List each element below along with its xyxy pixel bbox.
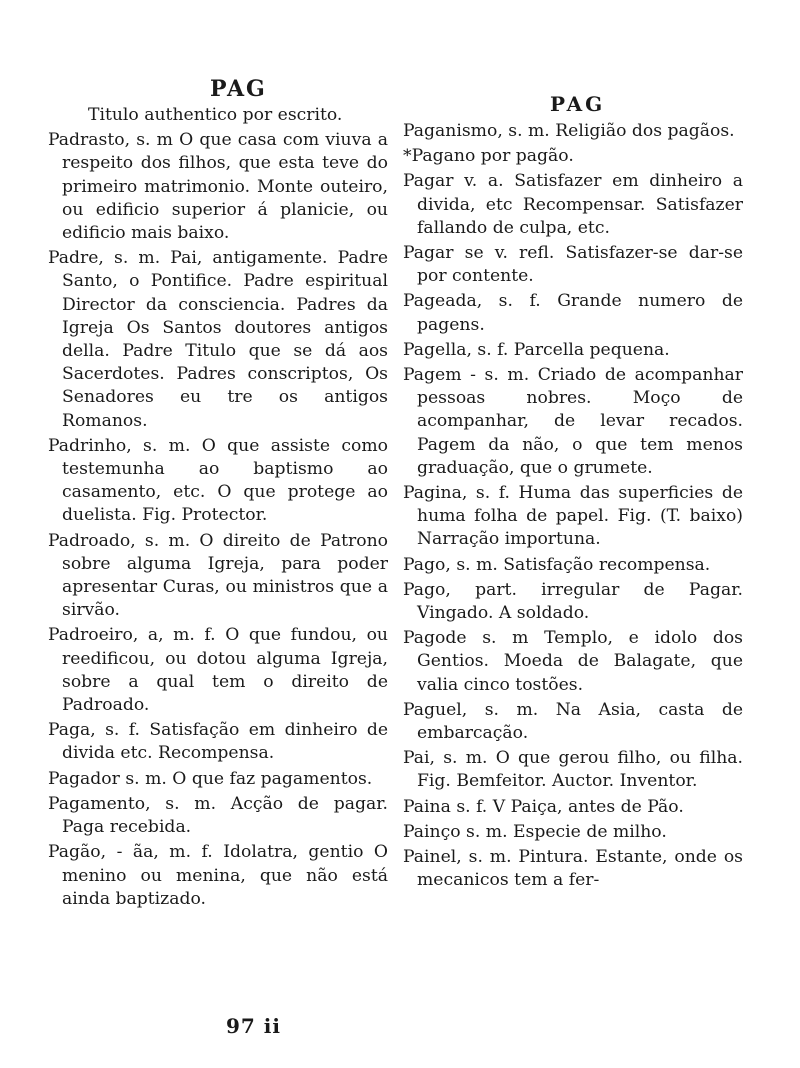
entry-pagamento: Pagamento, s. m. Acção de pagar. Paga recebida. — [48, 793, 388, 838]
entry-pago-noun: Pago, s. m. Satisfação recompensa. — [403, 554, 711, 575]
entry-padrasto: Padrasto, s. m O que casa com viuva a respeito dos filhos, que esta teve do primeiro matrimonio. Monte outeiro, ou edificio superior á planicie, ou edificio mais baixo. — [48, 130, 388, 244]
entry-paga: Paga, s. f. Satisfação em dinheiro de divida etc. Recompensa. — [48, 720, 388, 764]
entry-pageada: Pageada, s. f. Grande numero de pagens. — [403, 291, 743, 335]
left-entries — [48, 104, 388, 913]
entry-pagem: Pagem - s. m. Criado de acompanhar pessoas nobres. Moço de acompanhar, de levar recados. Pagem da não, o que tem menos graduação, que o grumete. — [403, 365, 743, 478]
entry-paganismo: Paganismo, s. m. Religião dos pagãos. — [403, 121, 735, 141]
running-head-right: PAG — [550, 92, 606, 116]
entry-pagode: Pagode s. m Templo, e idolo dos Gentios. Moeda de Balagate, que valia cinco tostões. — [403, 628, 743, 695]
entry-pagador: Pagador s. m. O que faz pagamentos. — [48, 768, 373, 789]
entry-paina: Paina s. f. V Paiça, antes de Pão. — [403, 796, 684, 817]
entry-paguel: Paguel, s. m. Na Asia, casta de embarcação. — [403, 699, 743, 744]
entry-pagina: Pagina, s. f. Huma das superficies de huma folha de papel. Fig. (T. baixo) Narração importuna. — [403, 483, 743, 550]
entry-pagar: Pagar v. a. Satisfazer em dinheiro a divida, etc Recompensar. Satisfazer fallando de culpa, etc. — [403, 171, 743, 238]
entry-pagao: Pagão, - ãa, m. f. Idolatra, gentio O menino ou menina, que não está ainda baptizado. — [48, 842, 388, 909]
entry-padre: Padre, s. m. Pai, antigamente. Padre Santo, o Pontifice. Padre espiritual Director da consciencia. Padres da Igreja Os Santos doutores antigos della. Padre Titulo que se dá aos Sacerdotes. Padres conscriptos, Os Senadores eu tre os antigos Romanos. — [48, 248, 388, 431]
page-number: 97 ii — [226, 1014, 281, 1038]
entry-painel: Painel, s. m. Pintura. Estante, onde os mecanicos tem a fer- — [403, 847, 743, 891]
entry-pago-part: Pago, part. irregular de Pagar. Vingado. A soldado. — [403, 579, 743, 624]
right-entries — [403, 120, 743, 895]
running-head-left: PAG — [210, 76, 267, 102]
entry-padroeiro: Padroeiro, a, m. f. O que fundou, ou reedificou, ou dotou alguma Igreja, sobre a qual tem o direito de Padroado. — [48, 625, 388, 716]
entry-pagano: *Pagano por pagão. — [403, 146, 574, 167]
entry-pai: Pai, s. m. O que gerou filho, ou filha. Fig. Bemfeitor. Auctor. Inventor. — [403, 748, 743, 792]
entry-pagar-se: Pagar se v. refl. Satisfazer-se dar-se por contente. — [403, 243, 743, 287]
entry-padrinho: Padrinho, s. m. O que assiste como testemunha ao baptismo ao casamento, etc. O que protege ao duelista. Fig. Protector. — [48, 435, 388, 526]
entry-painco: Painço s. m. Especie de milho. — [403, 821, 667, 842]
entry-padroado: Padroado, s. m. O direito de Patrono sobre alguma Igreja, para poder apresentar Curas, ou ministros que a sirvão. — [48, 530, 388, 621]
entry-pagella: Pagella, s. f. Parcella pequena. — [403, 339, 670, 360]
entry-continuation: Titulo authentico por escrito. — [88, 105, 343, 125]
